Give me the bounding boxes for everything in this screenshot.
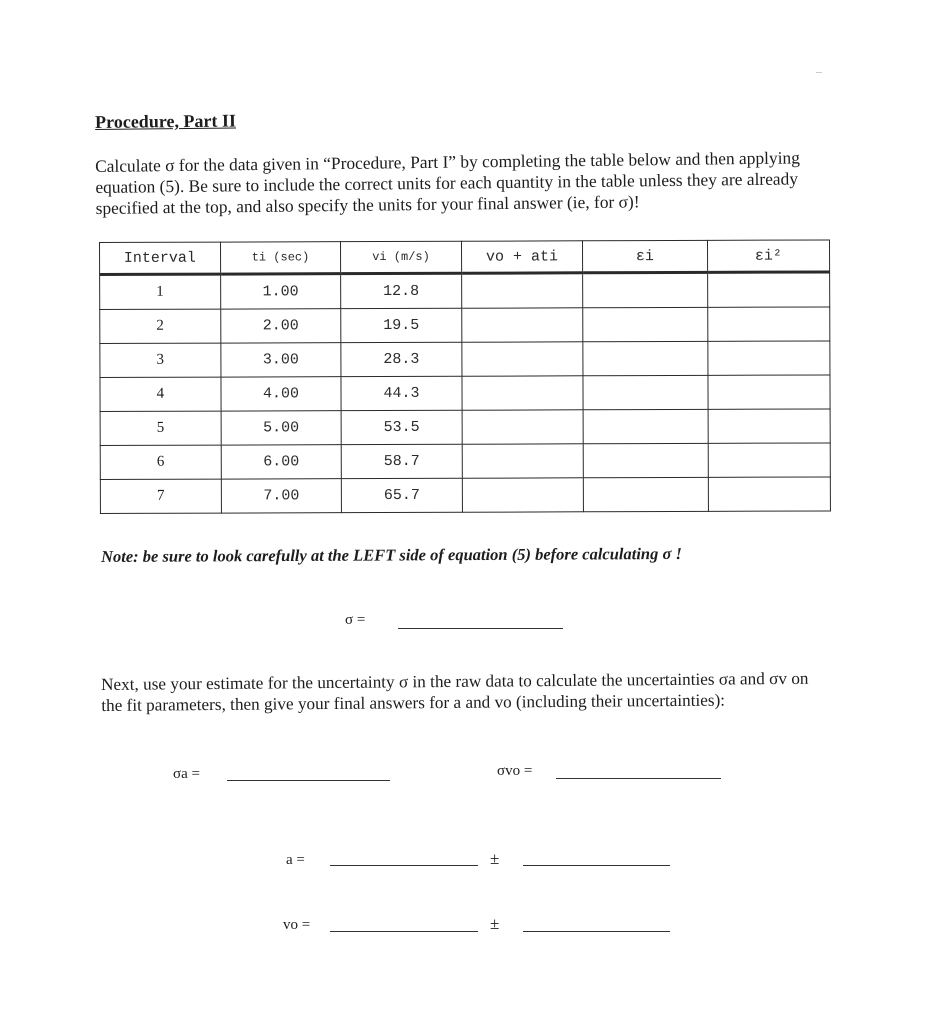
table-row — [100, 409, 830, 446]
cell-time: 2.00 — [220, 309, 341, 343]
header-time: ti (sec) — [220, 242, 341, 274]
cell-epsilon-squared-blank[interactable] — [708, 477, 831, 511]
cell-velocity: 58.7 — [341, 444, 462, 478]
cell-epsilon-squared-blank[interactable] — [707, 341, 830, 375]
cell-epsilon-blank[interactable] — [583, 409, 707, 443]
cell-fit-blank[interactable] — [462, 478, 584, 512]
vo-uncertainty-blank[interactable] — [523, 931, 670, 932]
cell-epsilon-squared-blank[interactable] — [707, 375, 830, 409]
cell-fit-blank[interactable] — [461, 308, 583, 342]
table-row — [100, 375, 830, 412]
cell-velocity: 12.8 — [341, 273, 462, 308]
plus-minus-sign: ± — [490, 914, 500, 933]
cell-interval: 5 — [100, 411, 221, 445]
cell-epsilon-squared-blank[interactable] — [708, 443, 831, 477]
a-answer-blank[interactable] — [330, 865, 478, 866]
cell-epsilon-blank[interactable] — [583, 477, 707, 511]
data-table — [99, 239, 831, 514]
cell-interval: 4 — [100, 377, 221, 411]
cell-epsilon-blank[interactable] — [583, 341, 707, 375]
cell-epsilon-squared-blank[interactable] — [707, 272, 830, 307]
table-row — [100, 272, 830, 310]
sigma-a-answer-blank[interactable] — [227, 780, 390, 781]
cell-velocity: 28.3 — [341, 342, 462, 376]
cell-epsilon-blank[interactable] — [583, 272, 707, 307]
plus-minus-sign: ± — [490, 849, 500, 868]
sigma-a-label: σa = — [173, 766, 200, 782]
sigma-vo-answer-blank[interactable] — [556, 778, 721, 779]
cell-velocity: 65.7 — [342, 478, 463, 512]
header-velocity: vi (m/s) — [341, 241, 462, 273]
table-row — [100, 307, 830, 344]
cell-epsilon-squared-blank[interactable] — [708, 409, 831, 443]
table-row — [100, 443, 830, 480]
cell-velocity: 53.5 — [341, 410, 462, 444]
cell-interval: 6 — [100, 445, 221, 479]
next-paragraph: Next, use your estimate for the uncertainty σ in the raw data to calculate the uncertainties σa and σv on the fit parameters, then give your final answers for a and vo (including their uncertainties): — [101, 668, 809, 715]
vo-answer-blank[interactable] — [330, 931, 478, 932]
cell-time: 4.00 — [221, 377, 342, 411]
cell-time: 5.00 — [221, 411, 342, 445]
sigma-label: σ = — [345, 612, 366, 628]
table-row — [100, 341, 830, 378]
cell-epsilon-blank[interactable] — [583, 375, 707, 409]
cell-fit-blank[interactable] — [462, 376, 584, 410]
cell-interval: 7 — [100, 479, 221, 513]
table-row — [100, 477, 830, 514]
cell-time: 6.00 — [221, 445, 342, 479]
cell-interval: 2 — [100, 309, 221, 343]
cell-epsilon-blank[interactable] — [583, 443, 707, 477]
cell-fit-blank[interactable] — [462, 410, 584, 444]
cell-epsilon-blank[interactable] — [583, 307, 707, 341]
scan-speck — [816, 72, 822, 73]
header-epsilon-squared: εi² — [707, 240, 830, 272]
header-fit: vo + ati — [461, 241, 583, 273]
table-header-row — [100, 240, 830, 275]
section-heading: Procedure, Part II — [95, 110, 237, 132]
cell-time: 1.00 — [220, 274, 341, 309]
sigma-answer-blank[interactable] — [398, 628, 563, 629]
cell-velocity: 44.3 — [341, 376, 462, 410]
cell-interval: 3 — [100, 343, 221, 377]
cell-interval: 1 — [100, 274, 221, 309]
header-epsilon: εi — [583, 240, 707, 272]
cell-fit-blank[interactable] — [462, 444, 584, 478]
vo-label: vo = — [283, 917, 311, 933]
cell-velocity: 19.5 — [341, 308, 462, 342]
intro-paragraph: Calculate σ for the data given in “Procedure, Part I” by completing the table below and then applying equation (5). Be sure to include the correct units for each quantity in the table unless they are already specified at the top, and also specify the units for your final answer (ie, for σ)! — [95, 147, 800, 218]
cell-epsilon-squared-blank[interactable] — [707, 307, 830, 341]
cell-fit-blank[interactable] — [462, 342, 584, 376]
cell-fit-blank[interactable] — [461, 273, 583, 308]
note-text: Note: be sure to look carefully at the LEFT side of equation (5) before calculating σ ! — [101, 543, 682, 566]
header-interval: Interval — [100, 242, 221, 274]
cell-time: 3.00 — [221, 343, 342, 377]
a-uncertainty-blank[interactable] — [523, 865, 670, 866]
sigma-vo-label: σvo = — [497, 763, 533, 779]
a-label: a = — [286, 852, 305, 868]
cell-time: 7.00 — [221, 479, 342, 513]
